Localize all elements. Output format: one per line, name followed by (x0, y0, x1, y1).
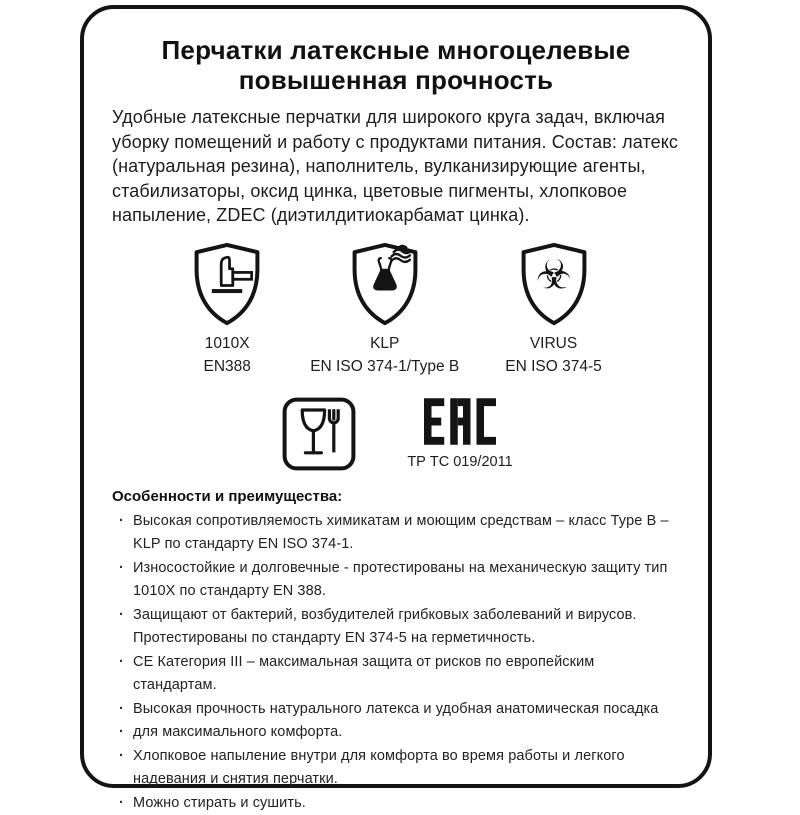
feature-item: · Износостойкие и долговечные - протестированы на механическую защиту тип 1010X по стандарту EN 388. (112, 557, 680, 604)
biohazard-glyph: ☣ (535, 250, 571, 298)
features-heading: Особенности и преимущества: (112, 488, 680, 505)
certification-row (112, 242, 680, 378)
conformity-marks-row (112, 394, 680, 474)
feature-item: · для максимального комфорта. (112, 721, 680, 745)
cert-standard: EN ISO 374-1/Type B (310, 358, 459, 375)
page-title (112, 35, 680, 95)
feature-item: · Защищают от бактерий, возбудителей грибковых заболеваний и вирусов. Протестированы по стандарту EN 374-5 на герметичность. (112, 604, 680, 651)
shield-biohazard-icon (517, 242, 591, 326)
certification-label (505, 332, 602, 378)
title-line-2: повышенная прочность (239, 65, 554, 95)
title-line-1: Перчатки латексные многоцелевые (162, 35, 631, 65)
cert-code: 1010X (205, 335, 250, 352)
certification-chemical (310, 242, 459, 378)
cert-code: KLP (370, 335, 399, 352)
eac-logo-icon (424, 398, 496, 445)
feature-item: · Хлопковое напыление внутри для комфорта во время работы и легкого надевания и снятия перчатки. (112, 745, 680, 792)
eac-regulation-caption: ТР ТС 019/2011 (407, 454, 512, 470)
certification-label (310, 332, 459, 378)
feature-item: · Высокая сопротивляемость химикатам и моющим средствам – класс Type B – KLP по стандарту EN ISO 374-1. (112, 510, 680, 557)
certification-label (204, 332, 251, 378)
food-contact-safe-mark (279, 394, 359, 474)
wine-glass-fork-icon (279, 394, 359, 474)
certification-mechanical (190, 242, 264, 378)
features-section (112, 488, 680, 815)
cert-standard: EN ISO 374-5 (505, 358, 602, 375)
product-label-card (80, 5, 712, 788)
feature-item: · CE Категория III – максимальная защита от рисков по европейским стандартам. (112, 651, 680, 698)
cert-code: VIRUS (530, 335, 577, 352)
features-list (112, 510, 680, 815)
shield-chemical-flask-icon (348, 242, 422, 326)
feature-item: · Высокая прочность натурального латекса и удобная анатомическая посадка (112, 698, 680, 722)
eac-conformity-mark (407, 398, 512, 470)
cert-standard: EN388 (204, 358, 251, 375)
shield-hammer-icon (190, 242, 264, 326)
product-description: Удобные латексные перчатки для широкого круга задач, включая уборку помещений и работу с продуктами питания. Состав: латекс (натуральная резина), наполнитель, вулканизирующие агенты, стабилизаторы, оксид цинка, цветовые пигменты, хлопковое напыление, ZDEC (диэтилдитиокарбамат цинка). (112, 105, 680, 228)
certification-virus (505, 242, 602, 378)
feature-item: · Можно стирать и сушить. (112, 792, 680, 815)
